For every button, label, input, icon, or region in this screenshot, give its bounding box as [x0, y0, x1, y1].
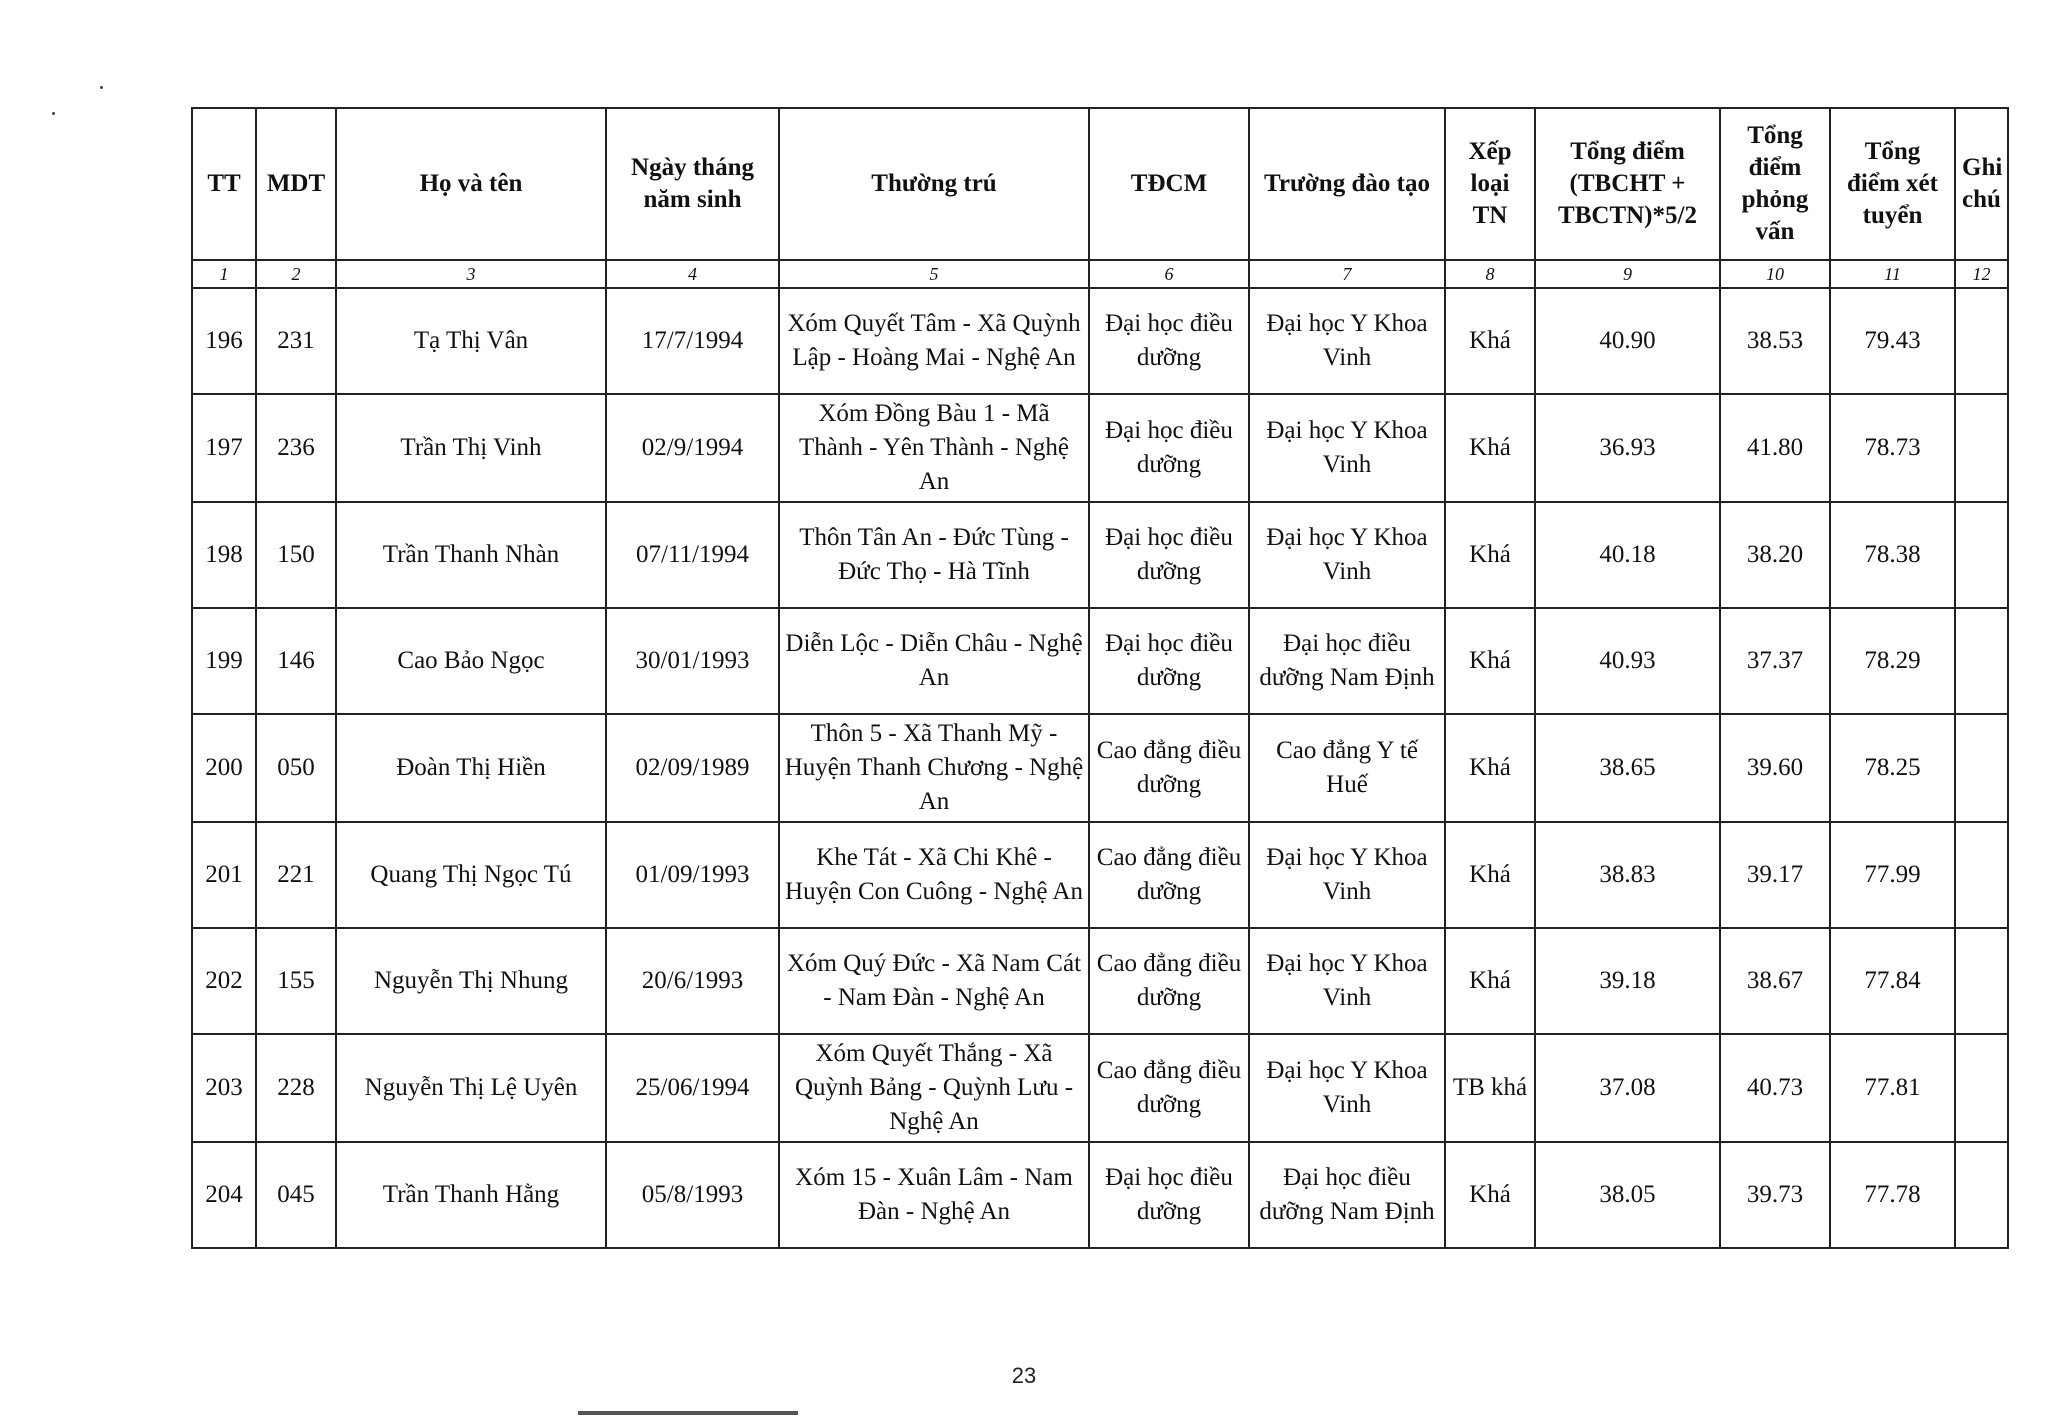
cell-mdt: 221 [256, 822, 336, 928]
cell-interview-score: 37.37 [1720, 608, 1830, 714]
table-row [192, 822, 2008, 928]
table-row [192, 1034, 2008, 1142]
cell-note [1955, 608, 2008, 714]
table-row [192, 288, 2008, 394]
cell-mdt: 236 [256, 394, 336, 502]
cell-school: Đại học điều dưỡng Nam Định [1249, 608, 1445, 714]
cell-address: Xóm Quyết Tâm - Xã Quỳnh Lập - Hoàng Mai - Nghệ An [779, 288, 1089, 394]
cell-school: Đại học điều dưỡng Nam Định [1249, 1142, 1445, 1248]
cell-final-score: 77.78 [1830, 1142, 1955, 1248]
cell-final-score: 77.81 [1830, 1034, 1955, 1142]
cell-address: Thôn Tân An - Đức Tùng - Đức Thọ - Hà Tĩnh [779, 502, 1089, 608]
cell-total-score: 37.08 [1535, 1034, 1720, 1142]
cell-tt: 196 [192, 288, 256, 394]
table-row [192, 502, 2008, 608]
header-interview-score: Tổng điểm phỏng vấn [1720, 108, 1830, 260]
cell-note [1955, 502, 2008, 608]
cell-tdcm: Đại học điều dưỡng [1089, 608, 1249, 714]
cell-note [1955, 822, 2008, 928]
cell-mdt: 146 [256, 608, 336, 714]
cell-interview-score: 38.53 [1720, 288, 1830, 394]
cell-note [1955, 288, 2008, 394]
column-number: 3 [336, 260, 606, 288]
cell-mdt: 150 [256, 502, 336, 608]
cell-total-score: 38.05 [1535, 1142, 1720, 1248]
cell-total-score: 36.93 [1535, 394, 1720, 502]
header-address: Thường trú [779, 108, 1089, 260]
header-dob: Ngày tháng năm sinh [606, 108, 779, 260]
cell-dob: 05/8/1993 [606, 1142, 779, 1248]
scan-speck [100, 86, 103, 89]
cell-address: Xóm Quyết Thắng - Xã Quỳnh Bảng - Quỳnh Lưu - Nghệ An [779, 1034, 1089, 1142]
cell-school: Đại học Y Khoa Vinh [1249, 394, 1445, 502]
cell-dob: 20/6/1993 [606, 928, 779, 1034]
cell-address: Xóm 15 - Xuân Lâm - Nam Đàn - Nghệ An [779, 1142, 1089, 1248]
cell-tt: 200 [192, 714, 256, 822]
cell-interview-score: 38.20 [1720, 502, 1830, 608]
column-number: 1 [192, 260, 256, 288]
cell-address: Xóm Đồng Bàu 1 - Mã Thành - Yên Thành - Nghệ An [779, 394, 1089, 502]
cell-school: Đại học Y Khoa Vinh [1249, 928, 1445, 1034]
cell-dob: 30/01/1993 [606, 608, 779, 714]
column-number: 9 [1535, 260, 1720, 288]
cell-mdt: 228 [256, 1034, 336, 1142]
cell-tt: 198 [192, 502, 256, 608]
cell-name: Quang Thị Ngọc Tú [336, 822, 606, 928]
column-number: 8 [1445, 260, 1535, 288]
cell-mdt: 045 [256, 1142, 336, 1248]
cell-name: Đoàn Thị Hiền [336, 714, 606, 822]
cell-name: Nguyễn Thị Nhung [336, 928, 606, 1034]
header-name: Họ và tên [336, 108, 606, 260]
cell-tdcm: Cao đẳng điều dưỡng [1089, 714, 1249, 822]
cell-total-score: 40.90 [1535, 288, 1720, 394]
cell-grade: Khá [1445, 502, 1535, 608]
cell-final-score: 77.84 [1830, 928, 1955, 1034]
page-number: 23 [1011, 1363, 1037, 1388]
cell-final-score: 78.25 [1830, 714, 1955, 822]
cell-tdcm: Đại học điều dưỡng [1089, 394, 1249, 502]
cell-address: Khe Tát - Xã Chi Khê - Huyện Con Cuông - Nghệ An [779, 822, 1089, 928]
table-row [192, 608, 2008, 714]
cell-school: Cao đẳng Y tế Huế [1249, 714, 1445, 822]
cell-dob: 02/9/1994 [606, 394, 779, 502]
cell-dob: 01/09/1993 [606, 822, 779, 928]
table-row [192, 928, 2008, 1034]
cell-tt: 199 [192, 608, 256, 714]
cell-school: Đại học Y Khoa Vinh [1249, 502, 1445, 608]
scan-edge-mark [578, 1411, 798, 1415]
column-number: 10 [1720, 260, 1830, 288]
cell-note [1955, 1142, 2008, 1248]
table-row [192, 714, 2008, 822]
cell-dob: 25/06/1994 [606, 1034, 779, 1142]
cell-tdcm: Cao đẳng điều dưỡng [1089, 822, 1249, 928]
cell-name: Nguyễn Thị Lệ Uyên [336, 1034, 606, 1142]
column-number: 5 [779, 260, 1089, 288]
cell-tdcm: Đại học điều dưỡng [1089, 288, 1249, 394]
cell-total-score: 39.18 [1535, 928, 1720, 1034]
cell-note [1955, 928, 2008, 1034]
cell-total-score: 40.18 [1535, 502, 1720, 608]
cell-grade: Khá [1445, 822, 1535, 928]
column-number: 2 [256, 260, 336, 288]
cell-final-score: 79.43 [1830, 288, 1955, 394]
column-number: 7 [1249, 260, 1445, 288]
cell-total-score: 40.93 [1535, 608, 1720, 714]
cell-mdt: 050 [256, 714, 336, 822]
cell-final-score: 78.73 [1830, 394, 1955, 502]
header-note: Ghi chú [1955, 108, 2008, 260]
table-row [192, 1142, 2008, 1248]
header-final-score: Tổng điểm xét tuyển [1830, 108, 1955, 260]
cell-name: Trần Thanh Hằng [336, 1142, 606, 1248]
cell-final-score: 78.38 [1830, 502, 1955, 608]
cell-tdcm: Đại học điều dưỡng [1089, 502, 1249, 608]
cell-tt: 203 [192, 1034, 256, 1142]
cell-tt: 197 [192, 394, 256, 502]
cell-total-score: 38.83 [1535, 822, 1720, 928]
cell-mdt: 155 [256, 928, 336, 1034]
header-mdt: MDT [256, 108, 336, 260]
cell-final-score: 77.99 [1830, 822, 1955, 928]
cell-school: Đại học Y Khoa Vinh [1249, 1034, 1445, 1142]
cell-mdt: 231 [256, 288, 336, 394]
header-grade: Xếp loại TN [1445, 108, 1535, 260]
cell-dob: 17/7/1994 [606, 288, 779, 394]
header-school: Trường đào tạo [1249, 108, 1445, 260]
column-number: 6 [1089, 260, 1249, 288]
cell-final-score: 78.29 [1830, 608, 1955, 714]
cell-dob: 07/11/1994 [606, 502, 779, 608]
cell-name: Trần Thanh Nhàn [336, 502, 606, 608]
cell-name: Cao Bảo Ngọc [336, 608, 606, 714]
column-number: 4 [606, 260, 779, 288]
header-tdcm: TĐCM [1089, 108, 1249, 260]
column-number: 12 [1955, 260, 2008, 288]
cell-grade: Khá [1445, 714, 1535, 822]
cell-school: Đại học Y Khoa Vinh [1249, 822, 1445, 928]
scan-speck [52, 112, 55, 115]
cell-note [1955, 394, 2008, 502]
cell-tdcm: Cao đẳng điều dưỡng [1089, 928, 1249, 1034]
cell-address: Thôn 5 - Xã Thanh Mỹ - Huyện Thanh Chương - Nghệ An [779, 714, 1089, 822]
header-tt: TT [192, 108, 256, 260]
cell-interview-score: 39.73 [1720, 1142, 1830, 1248]
cell-grade: Khá [1445, 608, 1535, 714]
cell-grade: TB khá [1445, 1034, 1535, 1142]
cell-address: Diễn Lộc - Diễn Châu - Nghệ An [779, 608, 1089, 714]
cell-grade: Khá [1445, 394, 1535, 502]
cell-name: Tạ Thị Vân [336, 288, 606, 394]
header-total-score: Tổng điểm (TBCHT + TBCTN)*5/2 [1535, 108, 1720, 260]
cell-tt: 202 [192, 928, 256, 1034]
cell-grade: Khá [1445, 288, 1535, 394]
cell-tt: 204 [192, 1142, 256, 1248]
column-number-row [192, 260, 2008, 288]
cell-total-score: 38.65 [1535, 714, 1720, 822]
cell-address: Xóm Quý Đức - Xã Nam Cát - Nam Đàn - Nghệ An [779, 928, 1089, 1034]
header-row [192, 108, 2008, 260]
cell-interview-score: 39.60 [1720, 714, 1830, 822]
cell-interview-score: 40.73 [1720, 1034, 1830, 1142]
cell-interview-score: 41.80 [1720, 394, 1830, 502]
cell-note [1955, 1034, 2008, 1142]
cell-interview-score: 38.67 [1720, 928, 1830, 1034]
results-table [191, 107, 2009, 1249]
cell-interview-score: 39.17 [1720, 822, 1830, 928]
cell-name: Trần Thị Vinh [336, 394, 606, 502]
cell-note [1955, 714, 2008, 822]
cell-tt: 201 [192, 822, 256, 928]
cell-grade: Khá [1445, 1142, 1535, 1248]
cell-tdcm: Đại học điều dưỡng [1089, 1142, 1249, 1248]
cell-dob: 02/09/1989 [606, 714, 779, 822]
cell-school: Đại học Y Khoa Vinh [1249, 288, 1445, 394]
column-number: 11 [1830, 260, 1955, 288]
table-row [192, 394, 2008, 502]
cell-tdcm: Cao đẳng điều dưỡng [1089, 1034, 1249, 1142]
cell-grade: Khá [1445, 928, 1535, 1034]
